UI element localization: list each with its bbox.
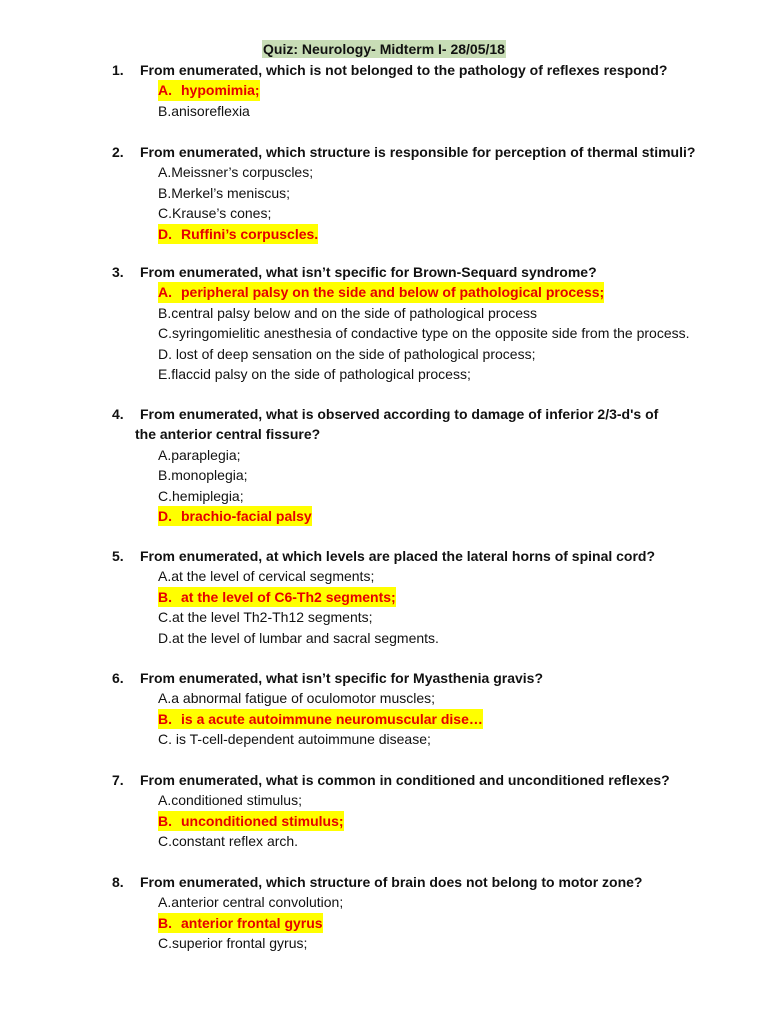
title-container xyxy=(0,40,768,59)
option-letter: B. xyxy=(158,304,172,321)
question-text-line: From enumerated, which structure of brain does not belong to motor zone? xyxy=(140,874,643,890)
question-text-line: From enumerated, which structure is responsible for perception of thermal stimuli? xyxy=(140,144,696,160)
option-letter: B. xyxy=(158,184,172,201)
question-text-line: From enumerated, what isn’t specific for Myasthenia gravis? xyxy=(140,670,543,686)
question-text xyxy=(135,404,732,445)
option-content xyxy=(158,344,535,364)
question-text xyxy=(140,262,732,282)
option-letter: C. xyxy=(158,609,172,626)
option-letter: C. xyxy=(158,731,172,748)
answer-option xyxy=(158,183,732,203)
question-number: 4. xyxy=(112,406,124,422)
question-text xyxy=(140,770,732,790)
question-heading xyxy=(112,668,732,688)
question-heading xyxy=(112,262,732,282)
option-letter: A. xyxy=(158,164,172,181)
answer-option xyxy=(158,486,732,506)
question-number: 6. xyxy=(112,670,124,686)
answer-option xyxy=(158,628,732,648)
answer-option xyxy=(158,344,732,364)
option-text: flaccid palsy on the side of pathological process; xyxy=(171,366,471,383)
answer-option xyxy=(158,566,732,586)
option-text: anterior central convolution; xyxy=(171,894,344,911)
option-text: unconditioned stimulus; xyxy=(181,812,344,829)
option-list xyxy=(112,80,732,121)
answer-option xyxy=(158,162,732,182)
option-letter: A. xyxy=(158,568,172,585)
answer-option xyxy=(158,465,732,485)
option-text: a abnormal fatigue of oculomotor muscles; xyxy=(171,690,436,707)
correct-answer-option xyxy=(158,913,732,933)
answer-option xyxy=(158,607,732,627)
option-letter: E. xyxy=(158,366,172,383)
answer-highlight xyxy=(158,913,323,933)
correct-answer-option xyxy=(158,811,732,831)
question-1 xyxy=(112,60,732,121)
option-content xyxy=(158,831,298,851)
question-8 xyxy=(112,872,732,954)
option-content xyxy=(158,203,271,223)
option-text: lost of deep sensation on the side of pathological process; xyxy=(172,345,536,362)
option-letter: C. xyxy=(158,487,172,504)
option-letter: B. xyxy=(158,102,172,119)
option-list xyxy=(112,445,732,527)
question-heading xyxy=(112,404,732,445)
answer-highlight xyxy=(158,506,312,526)
option-text: at the level of lumbar and sacral segments. xyxy=(172,629,439,646)
option-text: central palsy below and on the side of pathological process xyxy=(171,304,538,321)
question-number: 3. xyxy=(112,264,124,280)
correct-answer-option xyxy=(158,506,732,526)
option-content xyxy=(158,628,439,648)
option-letter: B. xyxy=(158,812,172,829)
option-text: Merkel’s meniscus; xyxy=(171,184,291,201)
option-content xyxy=(158,933,307,953)
option-list xyxy=(112,162,732,244)
option-content xyxy=(158,183,290,203)
question-heading xyxy=(112,142,732,162)
option-text: is a acute autoimmune neuromuscular dise… xyxy=(181,710,483,727)
option-text: superior frontal gyrus; xyxy=(172,935,308,952)
option-text: constant reflex arch. xyxy=(172,833,299,850)
question-text xyxy=(140,142,732,162)
answer-option xyxy=(158,445,732,465)
option-letter: D. xyxy=(158,629,172,646)
answer-option xyxy=(158,303,732,323)
option-text: hemiplegia; xyxy=(172,487,244,504)
question-6 xyxy=(112,668,732,750)
option-list xyxy=(112,790,732,851)
question-text xyxy=(140,60,732,80)
answer-option xyxy=(158,790,732,810)
answer-option xyxy=(158,364,732,384)
option-content xyxy=(158,101,250,121)
option-content xyxy=(158,566,374,586)
question-number: 8. xyxy=(112,874,124,890)
option-letter: D. xyxy=(158,345,172,362)
correct-answer-option xyxy=(158,587,732,607)
option-text: paraplegia; xyxy=(171,446,241,463)
option-letter: B. xyxy=(158,914,172,931)
question-number: 1. xyxy=(112,62,124,78)
option-text: Ruffini’s corpuscles. xyxy=(181,225,319,242)
option-text: hypomimia; xyxy=(181,82,260,99)
question-text-line: From enumerated, what is observed according to damage of inferior 2/3-d's of xyxy=(140,406,659,422)
question-5 xyxy=(112,546,732,648)
option-text: brachio-facial palsy xyxy=(181,508,312,525)
option-letter: B. xyxy=(158,710,172,727)
option-letter: A. xyxy=(158,792,172,809)
option-text: syringomielitic anesthesia of condactive type on the opposite side from the process. xyxy=(172,325,690,342)
option-text: Meissner’s corpuscles; xyxy=(171,164,314,181)
option-letter: A. xyxy=(158,82,172,99)
question-3 xyxy=(112,262,732,384)
option-letter: D. xyxy=(158,225,172,242)
quiz-title: Quiz: Neurology- Midterm I- 28/05/18 xyxy=(263,41,505,57)
question-text xyxy=(140,668,732,688)
question-number: 5. xyxy=(112,548,124,564)
correct-answer-option xyxy=(158,709,732,729)
question-text-continuation: the anterior central fissure? xyxy=(135,426,321,443)
answer-option xyxy=(158,203,732,223)
option-letter: C. xyxy=(158,205,172,222)
option-content xyxy=(158,790,302,810)
option-list xyxy=(112,282,732,384)
option-text: is T-cell-dependent autoimmune disease; xyxy=(172,731,431,748)
question-text-line: From enumerated, what is common in conditioned and unconditioned reflexes? xyxy=(140,772,670,788)
option-letter: A. xyxy=(158,894,172,911)
answer-option xyxy=(158,101,732,121)
option-letter: A. xyxy=(158,690,172,707)
question-4 xyxy=(112,404,732,526)
option-letter: C. xyxy=(158,833,172,850)
answer-highlight xyxy=(158,709,483,729)
answer-option xyxy=(158,892,732,912)
option-letter: B. xyxy=(158,588,172,605)
question-7 xyxy=(112,770,732,852)
option-content xyxy=(158,323,690,343)
option-list xyxy=(112,892,732,953)
option-list xyxy=(112,566,732,648)
option-content xyxy=(158,892,343,912)
option-letter: A. xyxy=(158,284,172,301)
question-text-line: From enumerated, at which levels are placed the lateral horns of spinal cord? xyxy=(140,548,656,564)
correct-answer-option xyxy=(158,80,732,100)
correct-answer-option xyxy=(158,224,732,244)
question-text-line: From enumerated, which is not belonged to the pathology of reflexes respond? xyxy=(140,62,668,78)
answer-option xyxy=(158,933,732,953)
option-text: peripheral palsy on the side and below of pathological process; xyxy=(181,284,605,301)
question-heading xyxy=(112,546,732,566)
answer-option xyxy=(158,323,732,343)
option-text: at the level of C6-Th2 segments; xyxy=(181,588,396,605)
option-text: at the level Th2-Th12 segments; xyxy=(172,609,373,626)
option-content xyxy=(158,303,537,323)
option-list xyxy=(112,688,732,749)
answer-highlight xyxy=(158,811,344,831)
option-content xyxy=(158,465,248,485)
option-letter: B. xyxy=(158,467,172,484)
question-number: 2. xyxy=(112,144,124,160)
question-heading xyxy=(112,60,732,80)
option-letter: A. xyxy=(158,446,172,463)
answer-highlight xyxy=(158,587,396,607)
option-text: at the level of cervical segments; xyxy=(171,568,375,585)
option-content xyxy=(158,486,244,506)
question-text xyxy=(140,872,732,892)
option-text: Krause’s cones; xyxy=(172,205,272,222)
question-2 xyxy=(112,142,732,244)
question-heading xyxy=(112,872,732,892)
option-content xyxy=(158,162,313,182)
option-text: anisoreflexia xyxy=(171,102,250,119)
option-content xyxy=(158,729,431,749)
option-letter: C. xyxy=(158,935,172,952)
option-content xyxy=(158,445,241,465)
answer-option xyxy=(158,688,732,708)
answer-highlight xyxy=(158,282,604,302)
option-content xyxy=(158,607,373,627)
option-text: monoplegia; xyxy=(171,467,248,484)
option-content xyxy=(158,688,435,708)
option-text: conditioned stimulus; xyxy=(171,792,302,809)
question-text-line: From enumerated, what isn’t specific for Brown-Sequard syndrome? xyxy=(140,264,597,280)
question-text xyxy=(140,546,732,566)
answer-option xyxy=(158,831,732,851)
answer-option xyxy=(158,729,732,749)
answer-highlight xyxy=(158,80,260,100)
option-letter: C. xyxy=(158,325,172,342)
correct-answer-option xyxy=(158,282,732,302)
option-text: anterior frontal gyrus xyxy=(181,914,323,931)
question-heading xyxy=(112,770,732,790)
answer-highlight xyxy=(158,224,318,244)
option-content xyxy=(158,364,471,384)
question-number: 7. xyxy=(112,772,124,788)
option-letter: D. xyxy=(158,508,172,525)
